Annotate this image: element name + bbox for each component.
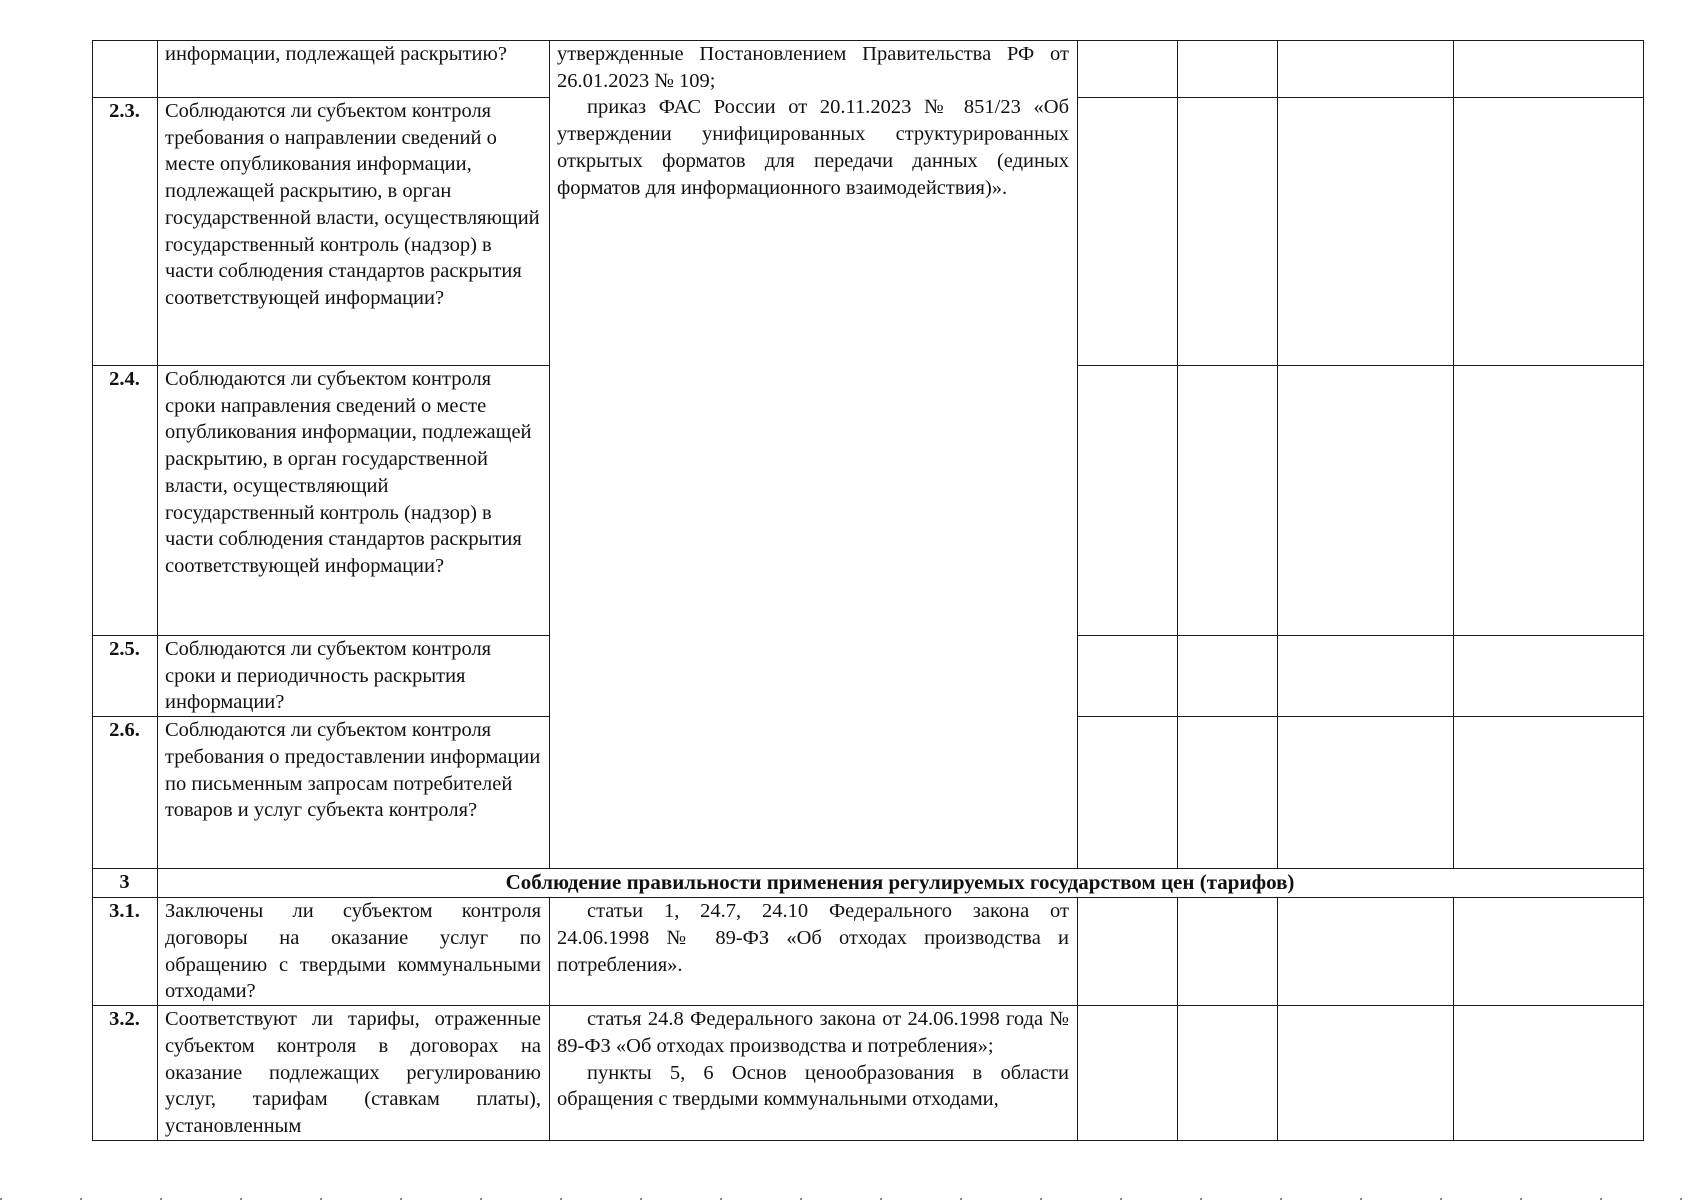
checklist-table — [92, 40, 1644, 1141]
section-number: 3 — [93, 869, 158, 898]
legal-basis-text: приказ ФАС России от 20.11.2023 № 851/23 «Об утверждении унифицированных структурированных открытых форматов для передачи данных (единых форматов для информационного взаимодействия)». — [557, 96, 1069, 199]
table-row — [93, 41, 1644, 98]
answer-yes-cell[interactable] — [1078, 98, 1178, 366]
legal-basis-text: статья 24.8 Федерального закона от 24.06.1998 года № 89-ФЗ «Об отходах производства и потребления»; — [557, 1008, 1069, 1057]
section-title: Соблюдение правильности применения регулируемых государством цен (тарифов) — [158, 869, 1644, 898]
answer-na-cell[interactable] — [1278, 898, 1454, 1006]
row-number: 2.4. — [93, 366, 158, 636]
answer-yes-cell[interactable] — [1078, 366, 1178, 636]
answer-no-cell[interactable] — [1178, 98, 1278, 366]
question-cell: Соблюдаются ли субъектом контроля требования о направлении сведений о месте опубликования информации, подлежащей раскрытию, в орган государственной власти, осуществляющий государственный контроль (надзор) в части соблюдения стандартов раскрытия соответствующей информации? — [158, 98, 550, 366]
note-cell[interactable] — [1454, 41, 1644, 98]
row-number — [93, 41, 158, 98]
answer-na-cell[interactable] — [1278, 41, 1454, 98]
answer-yes-cell[interactable] — [1078, 1006, 1178, 1141]
legal-basis-cell — [550, 41, 1078, 869]
answer-na-cell[interactable] — [1278, 1006, 1454, 1141]
note-cell[interactable] — [1454, 366, 1644, 636]
row-number: 2.5. — [93, 636, 158, 717]
row-number: 3.1. — [93, 898, 158, 1006]
note-cell[interactable] — [1454, 636, 1644, 717]
legal-basis-cell — [550, 1006, 1078, 1141]
section-header-row — [93, 869, 1644, 898]
answer-yes-cell[interactable] — [1078, 41, 1178, 98]
legal-basis-cell — [550, 898, 1078, 1006]
table-row — [93, 898, 1644, 1006]
note-cell[interactable] — [1454, 717, 1644, 869]
answer-no-cell[interactable] — [1178, 717, 1278, 869]
answer-na-cell[interactable] — [1278, 98, 1454, 366]
answer-yes-cell[interactable] — [1078, 898, 1178, 1006]
table-row — [93, 1006, 1644, 1141]
row-number: 3.2. — [93, 1006, 158, 1141]
question-cell: Соблюдаются ли субъектом контроля сроки и периодичность раскрытия информации? — [158, 636, 550, 717]
legal-basis-text: пункты 5, 6 Основ ценообразования в области обращения с твердыми коммунальными отходами, — [557, 1061, 1069, 1111]
answer-na-cell[interactable] — [1278, 636, 1454, 717]
note-cell[interactable] — [1454, 898, 1644, 1006]
answer-no-cell[interactable] — [1178, 41, 1278, 98]
answer-no-cell[interactable] — [1178, 366, 1278, 636]
question-cell: Соблюдаются ли субъектом контроля сроки направления сведений о месте опубликования информации, подлежащей раскрытию, в орган государственной власти, осуществляющий государственный контроль (надзор) в части соблюдения стандартов раскрытия соответствующей информации? — [158, 366, 550, 636]
legal-basis-text: утвержденные Постановлением Правительства РФ от 26.01.2023 № 109; — [557, 43, 1069, 92]
answer-no-cell[interactable] — [1178, 898, 1278, 1006]
question-cell: информации, подлежащей раскрытию? — [158, 41, 550, 98]
question-cell: Соответствуют ли тарифы, отраженные субъектом контроля в договорах на оказание подлежащих регулированию услуг, тарифам (ставкам платы), установленным — [158, 1006, 550, 1141]
question-cell: Соблюдаются ли субъектом контроля требования о предоставлении информации по письменным запросам потребителей товаров и услуг субъекта контроля? — [158, 717, 550, 869]
question-cell: Заключены ли субъектом контроля договоры на оказание услуг по обращению с твердыми коммунальными отходами? — [158, 898, 550, 1006]
answer-na-cell[interactable] — [1278, 717, 1454, 869]
answer-yes-cell[interactable] — [1078, 717, 1178, 869]
legal-basis-text: статьи 1, 24.7, 24.10 Федерального закона от 24.06.1998 № 89-ФЗ «Об отходах производства и потребления». — [557, 900, 1069, 976]
answer-no-cell[interactable] — [1178, 1006, 1278, 1141]
answer-yes-cell[interactable] — [1078, 636, 1178, 717]
note-cell[interactable] — [1454, 1006, 1644, 1141]
note-cell[interactable] — [1454, 98, 1644, 366]
row-number: 2.3. — [93, 98, 158, 366]
answer-na-cell[interactable] — [1278, 366, 1454, 636]
row-number: 2.6. — [93, 717, 158, 869]
answer-no-cell[interactable] — [1178, 636, 1278, 717]
